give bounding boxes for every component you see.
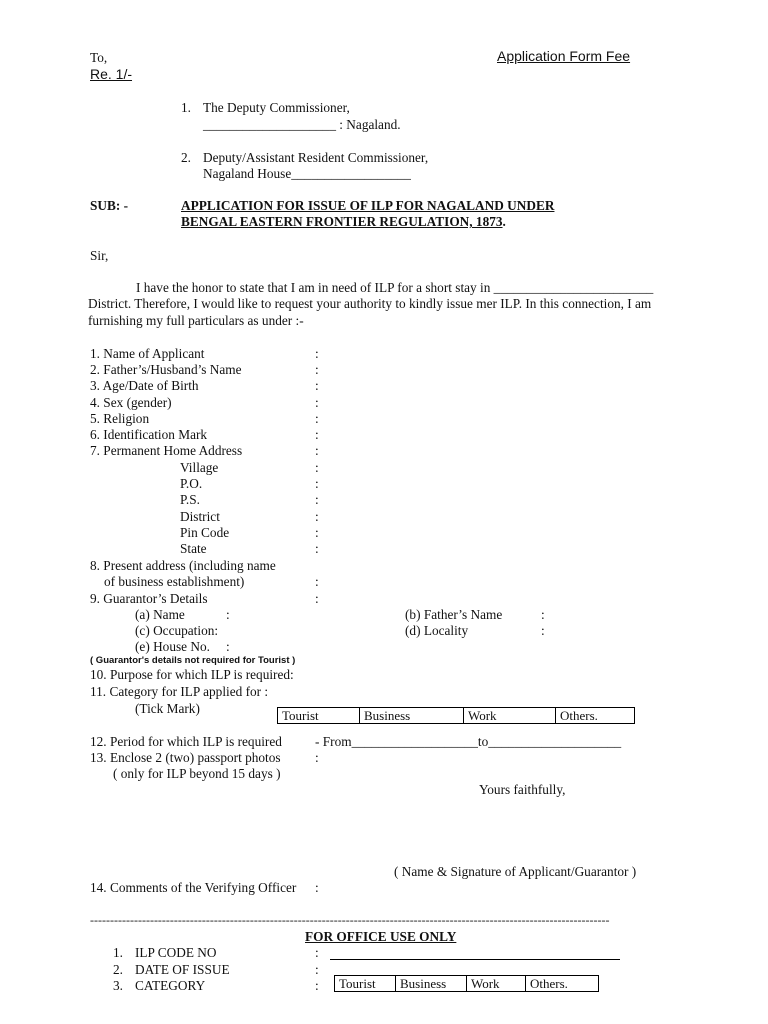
colon: :	[315, 411, 319, 426]
field-ps: P.S.	[180, 492, 200, 507]
subject-line2-wrap	[181, 214, 506, 230]
guarantor-occupation: (c) Occupation:	[135, 623, 219, 638]
field-religion: 5. Religion	[90, 411, 150, 426]
colon: :	[315, 574, 319, 589]
fee-label: Application Form Fee	[497, 48, 631, 64]
office-item-3-num: 3.	[113, 978, 123, 993]
colon: :	[315, 346, 319, 361]
colon: :	[315, 378, 319, 393]
colon: :	[315, 962, 319, 977]
colon: :	[315, 492, 319, 507]
body-line2: District. Therefore, I would like to request your authority to kindly issue mer ILP. In this connection, I am	[88, 296, 652, 311]
period-value: - From___________________to____________________	[315, 734, 622, 749]
field-district: District	[180, 509, 220, 524]
guarantor-name: (a) Name	[135, 607, 185, 622]
office-item-category: CATEGORY	[135, 978, 206, 993]
colon: :	[315, 978, 319, 993]
office-category-work[interactable]: Work	[467, 976, 526, 992]
field-father-husband-name: 2. Father’s/Husband’s Name	[90, 362, 242, 377]
colon: :	[315, 541, 319, 556]
salutation: Sir,	[90, 248, 109, 263]
colon: :	[315, 362, 319, 377]
category-table	[277, 707, 635, 724]
guarantor-note: ( Guarantor's details not required for Tourist )	[90, 655, 296, 666]
office-category-business[interactable]: Business	[396, 976, 467, 992]
colon: :	[315, 591, 319, 606]
field-period: 12. Period for which ILP is required	[90, 734, 282, 749]
office-item-ilp-code: ILP CODE NO	[135, 945, 217, 960]
colon: :	[315, 880, 319, 895]
field-village: Village	[180, 460, 219, 475]
field-po: P.O.	[180, 476, 203, 491]
colon: :	[315, 395, 319, 410]
colon: :	[315, 945, 319, 960]
body-line3: furnishing my full particulars as under :-	[88, 313, 304, 328]
colon: :	[226, 639, 230, 654]
field-passport-photos: 13. Enclose 2 (two) passport photos	[90, 750, 281, 765]
tick-mark-note: (Tick Mark)	[135, 701, 200, 716]
field-name-of-applicant: 1. Name of Applicant	[90, 346, 205, 361]
category-work[interactable]: Work	[464, 708, 556, 724]
field-pin-code: Pin Code	[180, 525, 230, 540]
guarantor-father-name: (b) Father’s Name	[405, 607, 503, 622]
office-use-title: FOR OFFICE USE ONLY	[305, 929, 457, 944]
closing: Yours faithfully,	[479, 782, 566, 797]
fee-amount: Re. 1/-	[90, 66, 133, 82]
addressee-1-line1: The Deputy Commissioner,	[203, 100, 350, 115]
office-item-date-of-issue: DATE OF ISSUE	[135, 962, 230, 977]
signature-line: ( Name & Signature of Applicant/Guarantor )	[394, 864, 637, 879]
colon: :	[315, 476, 319, 491]
field-state: State	[180, 541, 207, 556]
subject-line1: APPLICATION FOR ISSUE OF ILP FOR NAGALAND UNDER	[181, 198, 555, 213]
office-category-table	[334, 975, 599, 992]
body-line1: I have the honor to state that I am in need of ILP for a short stay in ________________________	[136, 280, 654, 295]
field-present-address: 8. Present address (including name	[90, 558, 276, 573]
colon: :	[315, 750, 319, 765]
addressee-1-line2: ____________________ : Nagaland.	[203, 117, 401, 132]
office-category-others[interactable]: Others.	[526, 976, 599, 992]
field-guarantor-details: 9. Guarantor’s Details	[90, 591, 208, 606]
office-item-1-num: 1.	[113, 945, 123, 960]
colon: :	[541, 607, 545, 622]
field-category: 11. Category for ILP applied for :	[90, 684, 269, 699]
category-business[interactable]: Business	[360, 708, 464, 724]
colon: :	[315, 509, 319, 524]
colon: :	[315, 525, 319, 540]
field-present-address-cont: of business establishment)	[104, 574, 245, 589]
field-identification-mark: 6. Identification Mark	[90, 427, 208, 442]
office-category-tourist[interactable]: Tourist	[335, 976, 396, 992]
field-purpose: 10. Purpose for which ILP is required:	[90, 667, 294, 682]
subject-label: SUB: -	[90, 198, 129, 213]
colon: :	[315, 460, 319, 475]
category-others[interactable]: Others.	[556, 708, 635, 724]
office-item-2-num: 2.	[113, 962, 123, 977]
subject-line2-tail: .	[502, 214, 506, 229]
category-tourist[interactable]: Tourist	[278, 708, 360, 724]
colon: :	[541, 623, 545, 638]
field-passport-photos-note: ( only for ILP beyond 15 days )	[113, 766, 281, 781]
addressee-2-line2: Nagaland House__________________	[203, 166, 411, 181]
addressee-1-num: 1.	[181, 100, 191, 115]
subject-line2: BENGAL EASTERN FRONTIER REGULATION, 1873	[181, 214, 503, 229]
colon: :	[315, 443, 319, 458]
guarantor-locality: (d) Locality	[405, 623, 469, 638]
field-verifying-comments: 14. Comments of the Verifying Officer	[90, 880, 297, 895]
colon: :	[315, 427, 319, 442]
to-label: To,	[90, 50, 108, 65]
colon: :	[226, 607, 230, 622]
field-sex: 4. Sex (gender)	[90, 395, 172, 410]
addressee-2-line1: Deputy/Assistant Resident Commissioner,	[203, 150, 429, 165]
divider: ----------------------------------------------------------------------------------------------------------------------------------	[90, 913, 610, 927]
guarantor-house-no: (e) House No.	[135, 639, 210, 654]
field-permanent-address: 7. Permanent Home Address	[90, 443, 243, 458]
field-age-dob: 3. Age/Date of Birth	[90, 378, 199, 393]
ilp-code-line	[330, 959, 620, 960]
addressee-2-num: 2.	[181, 150, 191, 165]
